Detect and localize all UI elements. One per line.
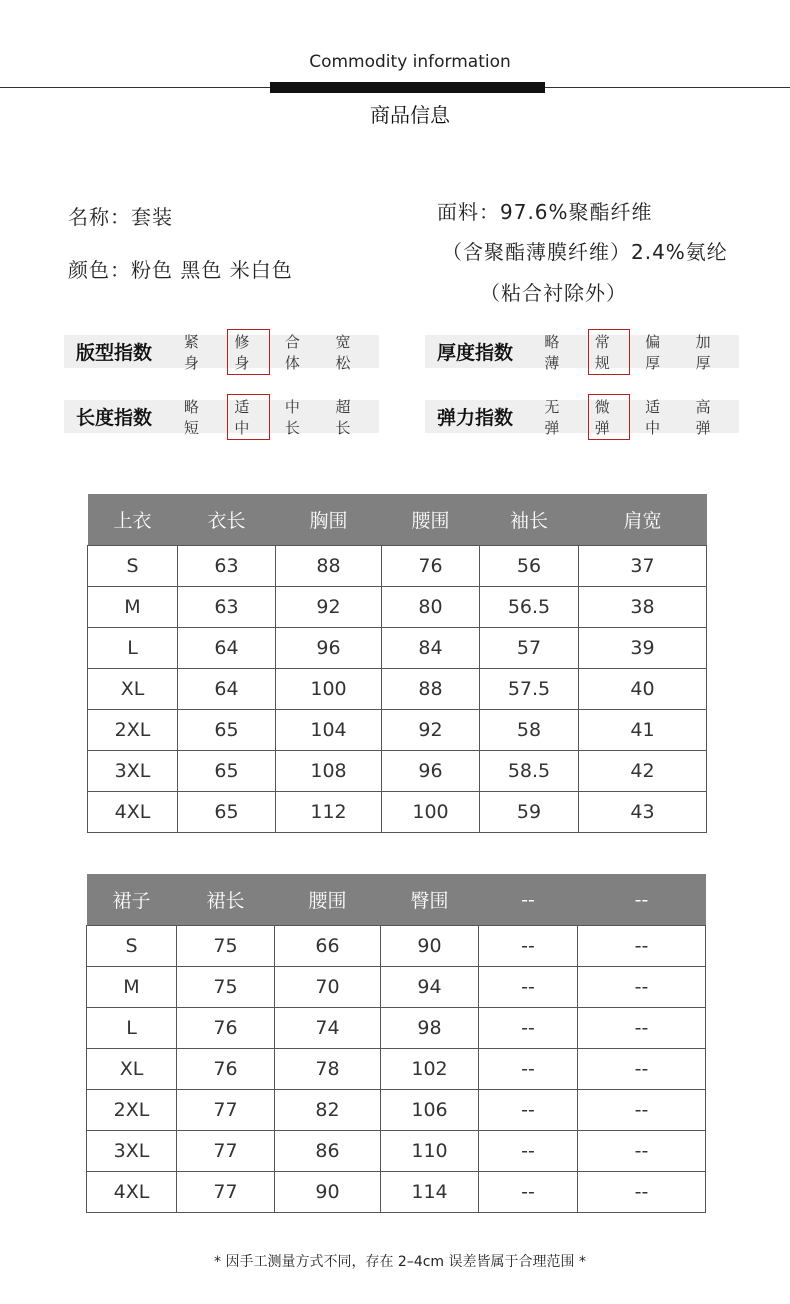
elasticity-index-bar: [425, 397, 739, 437]
table-row: [87, 1049, 706, 1090]
table-cell: M: [88, 587, 178, 628]
thickness-option: 加厚: [695, 332, 711, 372]
table-cell: S: [87, 926, 177, 967]
table-cell: --: [578, 967, 706, 1008]
measurement-note: * 因手工测量方式不同，存在 2–4cm 误差皆属于合理范围 *: [214, 1254, 586, 1270]
table-cell: 65: [178, 792, 276, 833]
table-cell: 57: [480, 628, 579, 669]
thickness-option: 略薄: [544, 332, 560, 372]
fit-option: 紧身: [183, 332, 199, 372]
table-cell: 70: [275, 967, 381, 1008]
table-cell: 41: [579, 710, 707, 751]
table-cell: 65: [178, 710, 276, 751]
table-row: [87, 1172, 706, 1213]
table-cell: 65: [178, 751, 276, 792]
fit-option: 修身: [227, 329, 270, 375]
table-cell: 77: [177, 1090, 275, 1131]
fabric-line-1: 面料：97.6%聚酯纤维: [437, 200, 653, 224]
table-row: [88, 669, 707, 710]
thickness-option: 偏厚: [645, 332, 661, 372]
table-cell: 64: [178, 669, 276, 710]
table-cell: 112: [276, 792, 382, 833]
elasticity-option: 适中: [645, 397, 661, 437]
length-index-bar: [64, 397, 379, 437]
table-cell: 108: [276, 751, 382, 792]
fabric-line-2: （含聚酯薄膜纤维）2.4%氨纶: [442, 240, 728, 264]
table-row: [88, 710, 707, 751]
thickness-index-bar: [425, 332, 739, 372]
table-header-cell: 裙长: [177, 874, 275, 926]
table-cell: 110: [381, 1131, 479, 1172]
product-name: 名称：套装: [68, 205, 173, 229]
table-cell: L: [87, 1008, 177, 1049]
table-cell: 58.5: [480, 751, 579, 792]
table-cell: 94: [381, 967, 479, 1008]
table-cell: 76: [177, 1049, 275, 1090]
table-row: [87, 1131, 706, 1172]
fit-index-title: 版型指数: [76, 342, 153, 364]
table-cell: 57.5: [480, 669, 579, 710]
table-header-cell: 衣长: [178, 494, 276, 546]
table-cell: XL: [88, 669, 178, 710]
table-cell: 96: [276, 628, 382, 669]
table-cell: 88: [382, 669, 480, 710]
table-cell: 56: [480, 546, 579, 587]
length-option: 略短: [183, 397, 199, 437]
table-row: [87, 1090, 706, 1131]
table-cell: 82: [275, 1090, 381, 1131]
length-index-title: 长度指数: [76, 407, 153, 429]
table-cell: 4XL: [88, 792, 178, 833]
table-cell: 100: [382, 792, 480, 833]
length-option: 中长: [284, 397, 300, 437]
table-cell: 39: [579, 628, 707, 669]
table-cell: M: [87, 967, 177, 1008]
table-cell: 90: [275, 1172, 381, 1213]
header-divider-bar: [270, 82, 545, 93]
table-cell: 100: [276, 669, 382, 710]
header-title-cn: 商品信息: [370, 103, 450, 127]
table-cell: 96: [382, 751, 480, 792]
table-cell: 90: [381, 926, 479, 967]
table-cell: 92: [276, 587, 382, 628]
table-cell: --: [479, 1049, 578, 1090]
table-row: [87, 926, 706, 967]
table-cell: 56.5: [480, 587, 579, 628]
table-cell: 4XL: [87, 1172, 177, 1213]
table-cell: --: [578, 1049, 706, 1090]
table-cell: --: [578, 1172, 706, 1213]
table-cell: 76: [177, 1008, 275, 1049]
elasticity-option: 无弹: [544, 397, 560, 437]
table-header-cell: --: [479, 874, 578, 926]
table-cell: S: [88, 546, 178, 587]
fabric-line-3: （粘合衬除外）: [480, 281, 627, 305]
table-cell: 75: [177, 926, 275, 967]
table-row: [87, 1008, 706, 1049]
table-cell: 66: [275, 926, 381, 967]
table-header-cell: --: [578, 874, 706, 926]
table-header-cell: 裙子: [87, 874, 177, 926]
table-cell: 43: [579, 792, 707, 833]
fit-index-bar: [64, 332, 379, 372]
header-title-en: Commodity information: [309, 52, 511, 72]
table-header-cell: 臀围: [381, 874, 479, 926]
table-cell: 42: [579, 751, 707, 792]
thickness-index-title: 厚度指数: [437, 342, 514, 364]
table-cell: --: [479, 1131, 578, 1172]
table-header-cell: 腰围: [382, 494, 480, 546]
table-header-cell: 上衣: [88, 494, 178, 546]
table-cell: 58: [480, 710, 579, 751]
table-cell: --: [479, 1090, 578, 1131]
table-cell: 75: [177, 967, 275, 1008]
product-colors: 颜色：粉色 黑色 米白色: [68, 258, 293, 282]
table-cell: --: [479, 926, 578, 967]
table-row: [88, 628, 707, 669]
table-cell: 106: [381, 1090, 479, 1131]
table-cell: --: [479, 1008, 578, 1049]
table-cell: 76: [382, 546, 480, 587]
table-header-cell: 胸围: [276, 494, 382, 546]
table-cell: 77: [177, 1172, 275, 1213]
table-cell: XL: [87, 1049, 177, 1090]
elasticity-option: 高弹: [695, 397, 711, 437]
length-option: 超长: [335, 397, 351, 437]
table-header-cell: 肩宽: [579, 494, 707, 546]
table-cell: --: [479, 1172, 578, 1213]
table-cell: 88: [276, 546, 382, 587]
table-cell: 80: [382, 587, 480, 628]
table-cell: --: [578, 1008, 706, 1049]
top-size-table: [87, 494, 707, 833]
table-cell: 64: [178, 628, 276, 669]
table-cell: --: [479, 967, 578, 1008]
table-cell: 2XL: [88, 710, 178, 751]
table-cell: 63: [178, 546, 276, 587]
table-row: [88, 587, 707, 628]
table-cell: 37: [579, 546, 707, 587]
table-cell: 104: [276, 710, 382, 751]
fit-option: 宽松: [335, 332, 351, 372]
table-row: [88, 546, 707, 587]
table-row: [87, 967, 706, 1008]
table-cell: --: [578, 926, 706, 967]
table-cell: 38: [579, 587, 707, 628]
skirt-size-table: [86, 874, 706, 1213]
length-option: 适中: [227, 394, 270, 440]
table-cell: 40: [579, 669, 707, 710]
elasticity-index-title: 弹力指数: [437, 407, 514, 429]
table-header-row: [87, 874, 706, 926]
table-cell: 2XL: [87, 1090, 177, 1131]
table-cell: 84: [382, 628, 480, 669]
table-cell: 74: [275, 1008, 381, 1049]
table-row: [88, 751, 707, 792]
table-cell: 78: [275, 1049, 381, 1090]
table-cell: L: [88, 628, 178, 669]
table-row: [88, 792, 707, 833]
table-cell: 98: [381, 1008, 479, 1049]
table-cell: --: [578, 1090, 706, 1131]
fit-option: 合体: [284, 332, 300, 372]
table-cell: 59: [480, 792, 579, 833]
elasticity-option: 微弹: [588, 394, 630, 440]
table-header-cell: 腰围: [275, 874, 381, 926]
table-cell: 77: [177, 1131, 275, 1172]
table-cell: 102: [381, 1049, 479, 1090]
table-cell: 63: [178, 587, 276, 628]
table-cell: 86: [275, 1131, 381, 1172]
table-cell: --: [578, 1131, 706, 1172]
table-cell: 3XL: [87, 1131, 177, 1172]
table-header-cell: 袖长: [480, 494, 579, 546]
table-cell: 92: [382, 710, 480, 751]
table-cell: 3XL: [88, 751, 178, 792]
table-header-row: [88, 494, 707, 546]
thickness-option: 常规: [588, 329, 630, 375]
table-cell: 114: [381, 1172, 479, 1213]
